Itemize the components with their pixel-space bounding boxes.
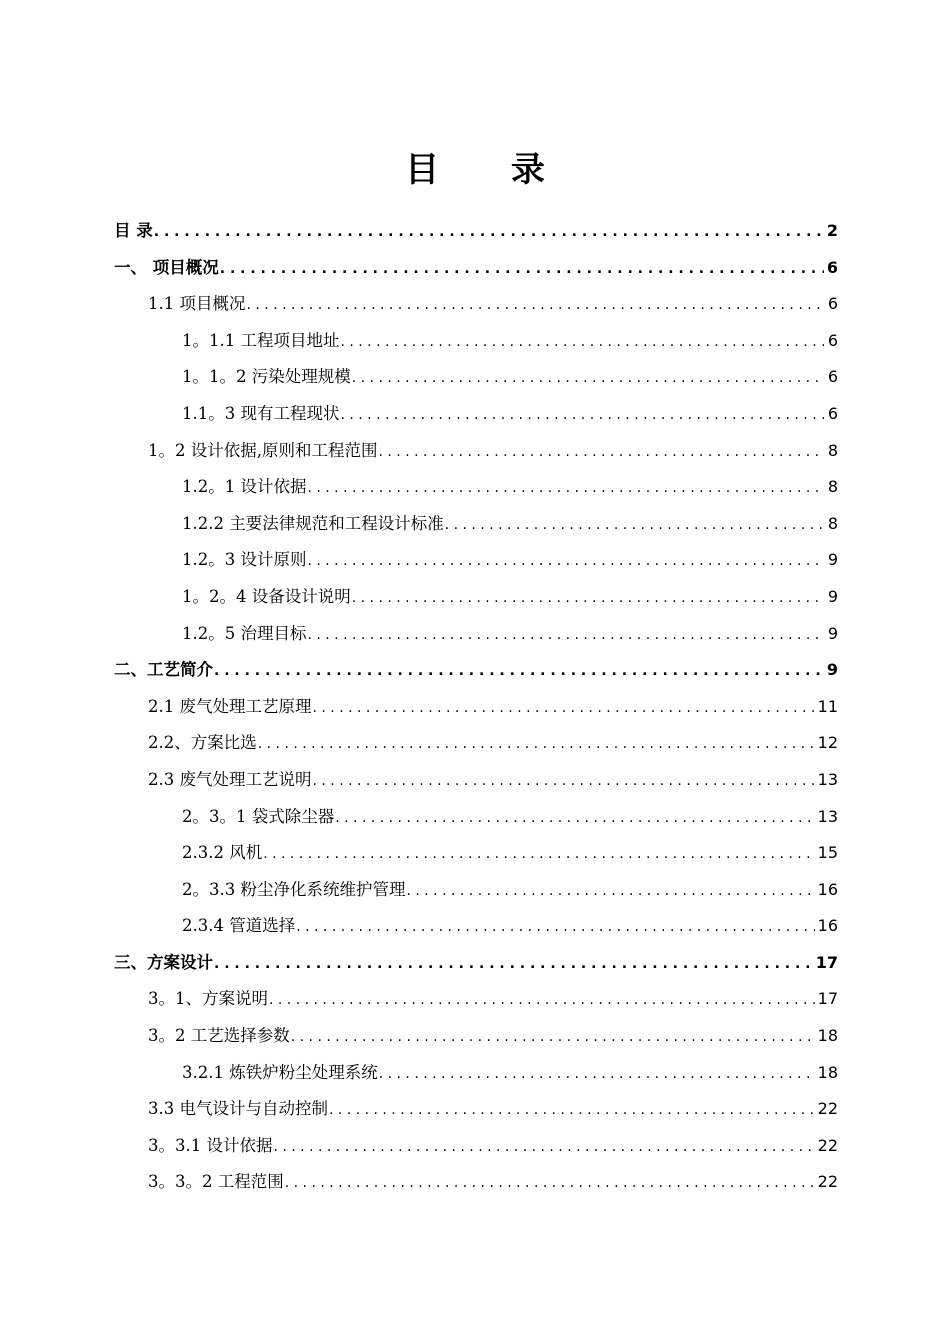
toc-leader-dots <box>329 1102 815 1118</box>
toc-entry-page-number: 6 <box>827 330 838 350</box>
toc-entry[interactable] <box>114 912 838 949</box>
toc-leader-dots <box>296 919 814 935</box>
toc-entry[interactable] <box>114 620 838 657</box>
toc-entry[interactable] <box>114 729 838 766</box>
toc-entry-page-number: 11 <box>817 696 838 716</box>
toc-entry-page-number: 13 <box>817 806 838 826</box>
toc-entry[interactable] <box>114 254 838 291</box>
toc-entry-page-number: 17 <box>817 989 838 1009</box>
toc-entry-label: 一、 项目概况 <box>114 257 219 277</box>
toc-entry[interactable] <box>114 1132 838 1169</box>
toc-leader-dots <box>214 956 813 972</box>
toc-entry-label: 1.2。1 设计依据 <box>182 477 307 497</box>
toc-entry-page-number: 18 <box>817 1026 838 1046</box>
toc-entry[interactable] <box>114 437 838 474</box>
toc-entry[interactable] <box>114 985 838 1022</box>
toc-leader-dots <box>247 297 825 313</box>
toc-entry-label: 1.2.2 主要法律规范和工程设计标准 <box>182 513 444 533</box>
toc-entry-page-number: 22 <box>817 1099 838 1119</box>
toc-entry-label: 1.1 项目概况 <box>148 294 246 314</box>
page-title: 目 录 <box>405 150 575 190</box>
toc-entry-page-number: 9 <box>827 586 838 606</box>
toc-entry-label: 二、工艺简介 <box>114 660 213 680</box>
toc-entry-page-number: 8 <box>827 477 838 497</box>
toc-leader-dots <box>154 224 824 240</box>
toc-entry-label: 3。2 工艺选择参数 <box>148 1026 290 1046</box>
table-of-contents <box>114 217 838 1205</box>
toc-leader-dots <box>273 1139 814 1155</box>
toc-entry-label: 3。3.1 设计依据 <box>148 1135 273 1155</box>
toc-entry-page-number: 17 <box>815 952 838 972</box>
toc-entry-page-number: 16 <box>817 879 838 899</box>
toc-entry-page-number: 6 <box>827 403 838 423</box>
toc-entry[interactable] <box>114 327 838 364</box>
toc-entry-page-number: 8 <box>827 440 838 460</box>
toc-entry-label: 3。1、方案说明 <box>148 989 268 1009</box>
toc-leader-dots <box>352 590 825 606</box>
toc-leader-dots <box>214 663 824 679</box>
toc-leader-dots <box>269 992 815 1008</box>
toc-leader-dots <box>285 1175 815 1191</box>
toc-leader-dots <box>307 480 824 496</box>
toc-entry[interactable] <box>114 766 838 803</box>
toc-entry-page-number: 22 <box>817 1172 838 1192</box>
toc-entry[interactable] <box>114 693 838 730</box>
toc-entry[interactable] <box>114 583 838 620</box>
toc-entry[interactable] <box>114 1022 838 1059</box>
toc-entry[interactable] <box>114 803 838 840</box>
toc-entry-label: 1.2。3 设计原则 <box>182 550 307 570</box>
toc-entry[interactable] <box>114 656 838 693</box>
toc-entry-page-number: 12 <box>817 733 838 753</box>
toc-entry[interactable] <box>114 546 838 583</box>
toc-entry-label: 三、方案设计 <box>114 952 213 972</box>
toc-entry[interactable] <box>114 400 838 437</box>
toc-entry-label: 1。1。2 污染处理规模 <box>182 367 351 387</box>
toc-entry[interactable] <box>114 839 838 876</box>
toc-entry-label: 2。3。1 袋式除尘器 <box>182 806 335 826</box>
toc-entry-label: 1。1.1 工程项目地址 <box>182 330 340 350</box>
toc-entry-label: 2.3.4 管道选择 <box>182 916 296 936</box>
toc-leader-dots <box>406 883 814 899</box>
toc-entry-label: 1。2。4 设备设计说明 <box>182 586 351 606</box>
toc-entry-page-number: 6 <box>826 257 838 277</box>
toc-entry-label: 1.2。5 治理目标 <box>182 623 307 643</box>
toc-leader-dots <box>352 370 825 386</box>
toc-entry-label: 目 录 <box>114 221 153 240</box>
toc-leader-dots <box>379 1066 815 1082</box>
toc-entry[interactable] <box>114 217 838 254</box>
toc-entry[interactable] <box>114 876 838 913</box>
toc-entry-label: 3.3 电气设计与自动控制 <box>148 1099 328 1119</box>
toc-leader-dots <box>340 334 824 350</box>
toc-leader-dots <box>379 444 825 460</box>
toc-leader-dots <box>220 261 824 277</box>
toc-leader-dots <box>313 700 815 716</box>
toc-leader-dots <box>258 736 815 752</box>
toc-entry-page-number: 16 <box>817 916 838 936</box>
toc-entry-label: 3。3。2 工程范围 <box>148 1172 284 1192</box>
toc-entry-page-number: 8 <box>827 513 838 533</box>
toc-entry-page-number: 9 <box>827 623 838 643</box>
toc-entry-page-number: 22 <box>817 1135 838 1155</box>
toc-leader-dots <box>307 553 824 569</box>
toc-entry[interactable] <box>114 473 838 510</box>
toc-leader-dots <box>313 773 815 789</box>
toc-entry-label: 1。2 设计依据,原则和工程范围 <box>148 440 378 460</box>
toc-entry-page-number: 15 <box>817 843 838 863</box>
toc-entry-page-number: 2 <box>826 221 838 240</box>
toc-entry-page-number: 13 <box>817 769 838 789</box>
toc-entry-label: 1.1。3 现有工程现状 <box>182 403 340 423</box>
toc-leader-dots <box>291 1029 815 1045</box>
toc-entry-label: 2。3.3 粉尘净化系统维护管理 <box>182 879 406 899</box>
toc-entry-label: 2.1 废气处理工艺原理 <box>148 696 312 716</box>
toc-entry-label: 2.3 废气处理工艺说明 <box>148 769 312 789</box>
toc-entry[interactable] <box>114 363 838 400</box>
toc-leader-dots <box>263 846 814 862</box>
toc-entry[interactable] <box>114 1168 838 1205</box>
toc-leader-dots <box>335 810 814 826</box>
toc-leader-dots <box>340 407 824 423</box>
toc-entry[interactable] <box>114 1095 838 1132</box>
toc-entry-page-number: 6 <box>827 294 838 314</box>
toc-entry[interactable] <box>114 290 838 327</box>
toc-entry-label: 2.2、方案比选 <box>148 733 257 753</box>
toc-entry-page-number: 9 <box>826 660 838 680</box>
toc-entry-label: 3.2.1 炼铁炉粉尘处理系统 <box>182 1062 378 1082</box>
toc-leader-dots <box>445 517 825 533</box>
toc-entry-page-number: 6 <box>827 367 838 387</box>
toc-entry[interactable] <box>114 510 838 547</box>
toc-leader-dots <box>307 627 824 643</box>
toc-entry[interactable] <box>114 1059 838 1096</box>
toc-entry-page-number: 9 <box>827 550 838 570</box>
toc-entry[interactable] <box>114 949 838 986</box>
toc-entry-label: 2.3.2 风机 <box>182 843 263 863</box>
toc-entry-page-number: 18 <box>817 1062 838 1082</box>
